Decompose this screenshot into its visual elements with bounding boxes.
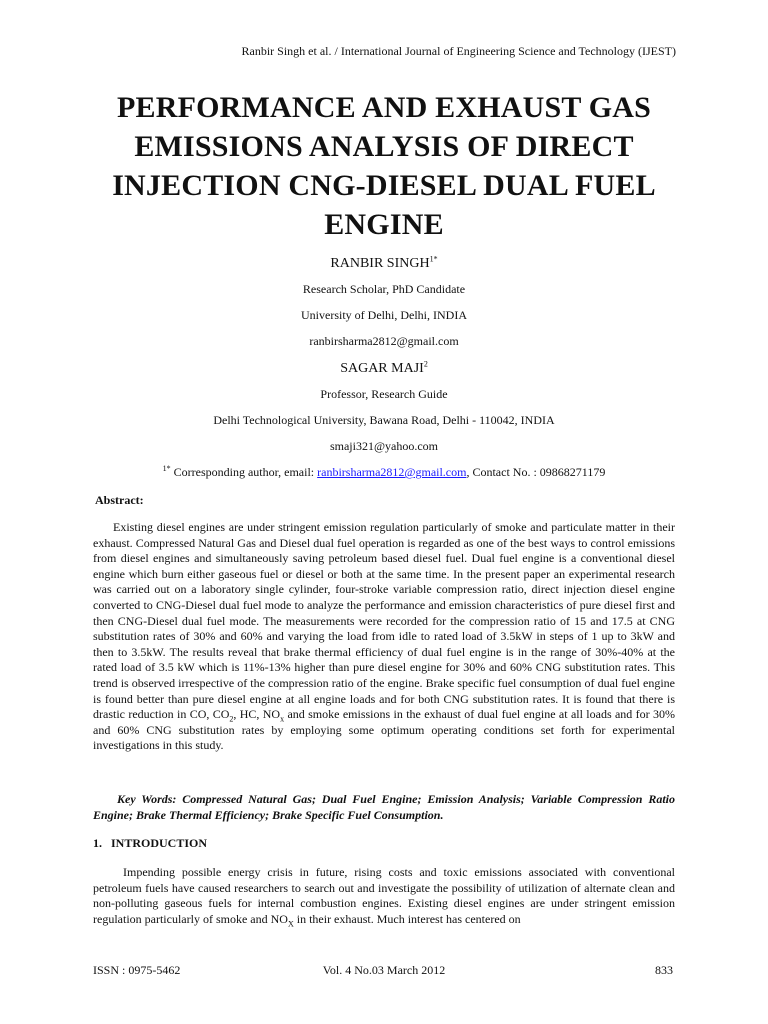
author-1-name [0,256,768,272]
introduction-body [93,865,675,927]
subscript: 2 [229,714,234,724]
intro-text: Impending possible energy crisis in future, rising costs and toxic emissions associated with conventional petroleum fuels have caused researchers to search out and investigate the possibility of utilization of alternate clean and non-polluting gaseous fuels for internal combustion engines. Existing diesel engines are under stringent emission regulation particularly of smoke and NO [93,865,675,926]
abstract-text: and smoke emissions in the exhaust of dual fuel engine at all loads and for 30% and 60% CNG substitution rates by employing some optimum operating conditions set forth for experimental investigations in this study. [93,707,675,753]
footer-page-number: 833 [655,963,673,977]
corresponding-contact: , Contact No. : 09868271179 [466,465,606,479]
corresponding-email-link[interactable]: ranbirsharma2812@gmail.com [317,465,467,479]
author-1-affiliation: University of Delhi, Delhi, INDIA [301,308,467,322]
author-2-name [0,361,768,377]
author-2-role: Professor, Research Guide [320,387,448,401]
subscript: x [280,714,285,724]
title-line: EMISSIONS ANALYSIS OF DIRECT [134,130,634,163]
section-heading-introduction [93,836,207,851]
footer-volume: Vol. 4 No.03 March 2012 [322,963,446,977]
footer-issn: ISSN : 0975-5462 [93,963,181,977]
abstract-heading: Abstract: [95,493,144,507]
abstract-body [93,520,675,754]
corresponding-superscript: 1* [162,464,171,473]
section-title: INTRODUCTION [111,836,208,850]
title-line: PERFORMANCE AND EXHAUST GAS [116,91,652,124]
author-1-role: Research Scholar, PhD Candidate [302,282,466,296]
paper-title [60,88,708,244]
author-1-email: ranbirsharma2812@gmail.com [309,334,459,348]
subscript: X [287,919,294,929]
author-superscript: 2 [423,359,428,369]
corresponding-prefix: Corresponding author, email: [170,465,318,479]
title-line: INJECTION CNG-DIESEL DUAL FUEL [112,169,656,202]
corresponding-author-line [0,465,768,480]
running-header: Ranbir Singh et al. / International Journal of Engineering Science and Technology (IJEST) [241,44,676,58]
author-name: SAGAR MAJI [340,361,424,376]
author-2-email: smaji321@yahoo.com [329,439,439,453]
abstract-text: Existing diesel engines are under stringent emission regulation particularly of smoke and particulate matter in their exhaust. Compressed Natural Gas and Diesel dual fuel operation is regarded as one of the best ways to control emissions from diesel engines and simultaneously saving petroleum based diesel fuel. Dual fuel engine is a conventional diesel engine which burn either gaseous fuel or diesel or both at the same time. In the present paper an experimental research was carried out on a laboratory single cylinder, four-stroke variable compression ratio, direct injection diesel engine converted to CNG-Diesel dual fuel mode to analyze the performance and emission characteristics of pure diesel first and then CNG-Diesel dual fuel mode. The measurements were recorded for the compression ratio of 15 and 17.5 at CNG substitution rates of 30% and 60% and varying the load from idle to rated load of 3.5kW in steps of 1 up to 3kW and then to 3.5kW. The results reveal that brake thermal efficiency of dual fuel engine is in the range of 30%-40% at the rated load of 3.5 kW which is 11%-13% higher than pure diesel engine for 30% and 60% CNG substitution rates. This trend is observed irrespective of the compression ratio of the engine. Brake specific fuel consumption of dual fuel engine is found better than pure diesel engine at all engine loads and for both CNG substitution rates. It is found that there is drastic reduction in CO, CO [93,520,675,722]
author-name: RANBIR SINGH [330,256,430,271]
section-number: 1. [93,836,102,850]
abstract-text: , HC, NO [233,707,281,722]
title-line: ENGINE [324,208,444,241]
keywords: Key Words: Compressed Natural Gas; Dual Fuel Engine; Emission Analysis; Variable Compression Ratio Engine; Brake Thermal Efficiency; Brake Specific Fuel Consumption. [93,792,675,822]
author-2-affiliation: Delhi Technological University, Bawana Road, Delhi - 110042, INDIA [213,413,555,427]
author-superscript: 1* [429,254,438,264]
intro-text: in their exhaust. Much interest has centered on [293,911,521,926]
